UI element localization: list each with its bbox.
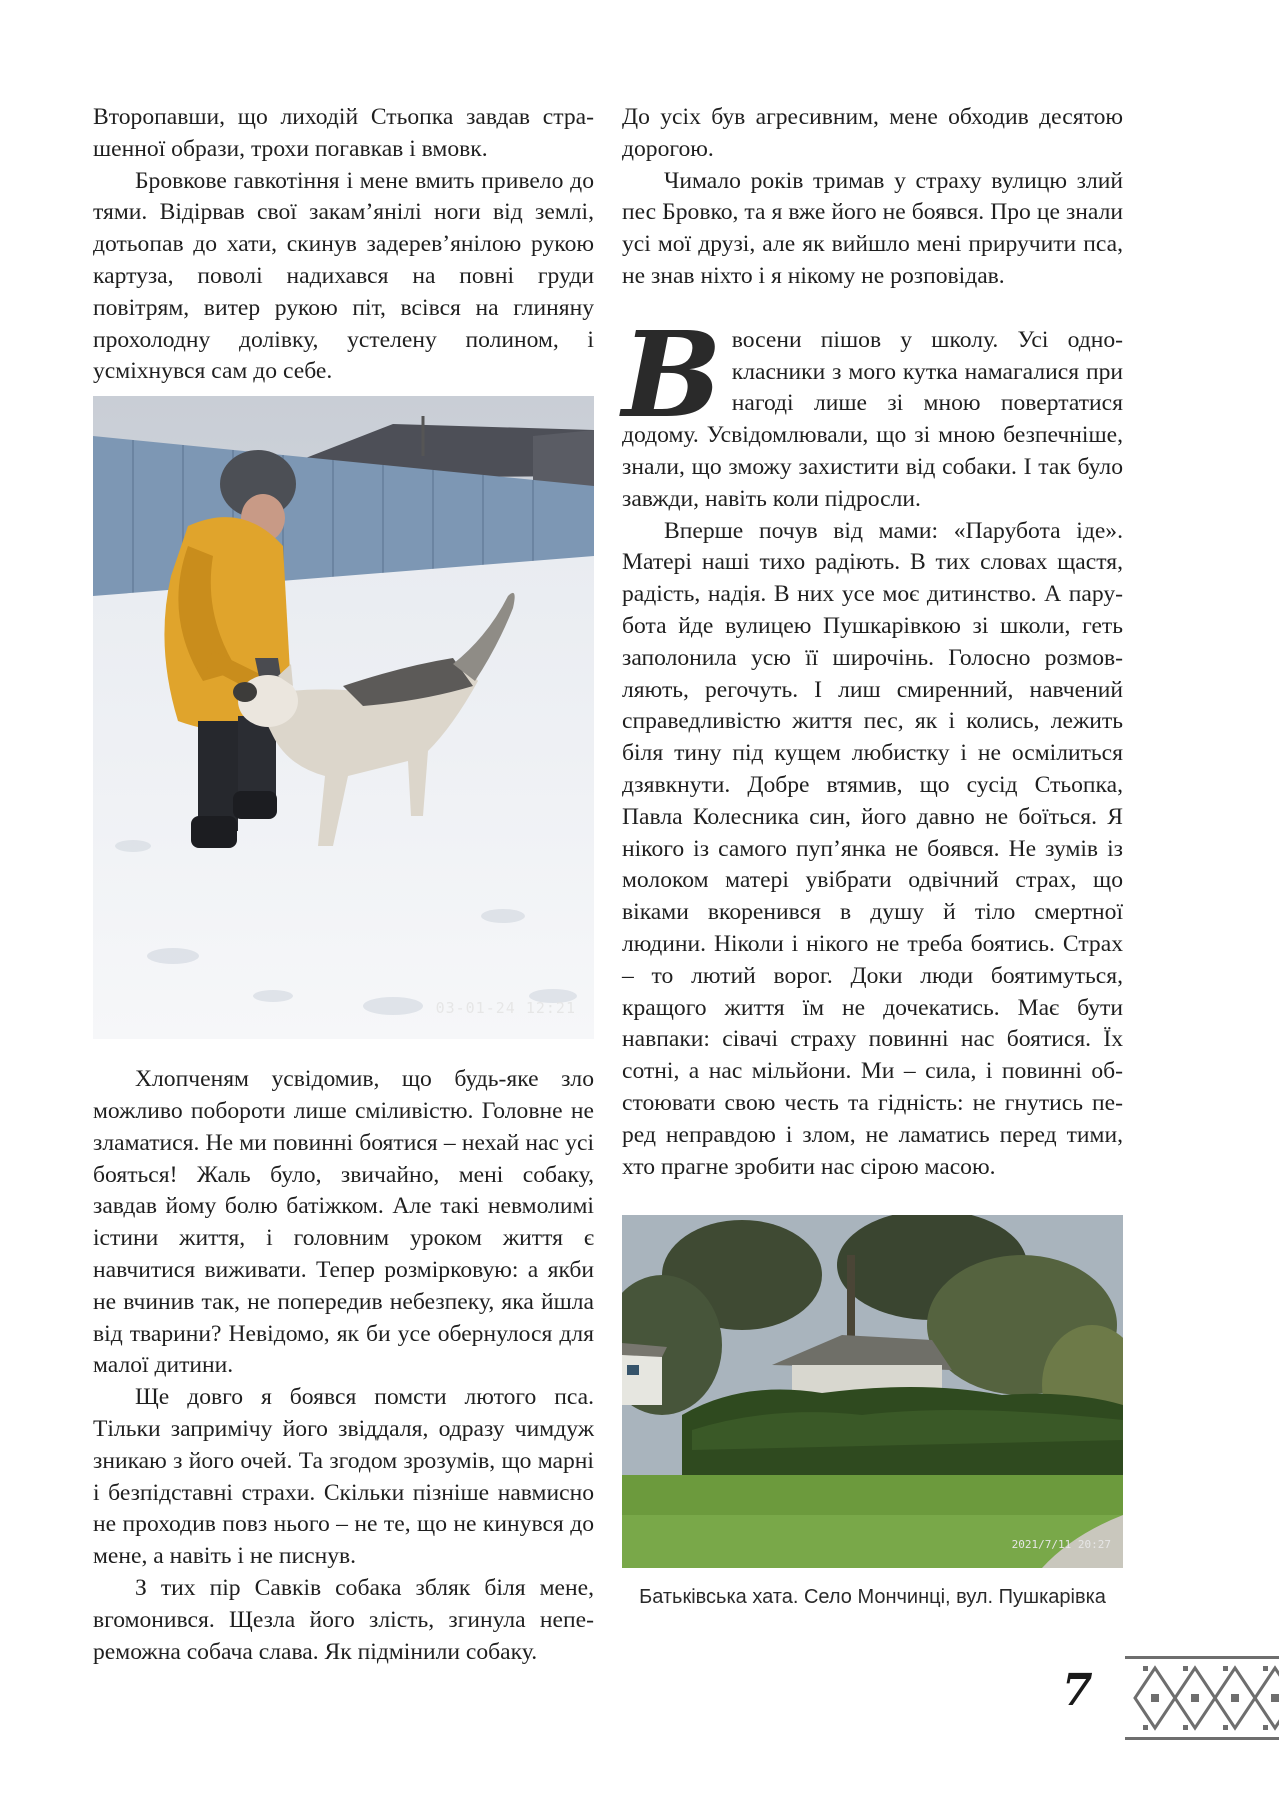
- photo-parental-house-image: [622, 1215, 1123, 1568]
- dropcap-paragraph: [622, 304, 1123, 516]
- photo-man-with-dog-image: [93, 396, 594, 1039]
- page-number: 7: [1062, 1665, 1093, 1716]
- paragraph: До усіх був агресивним, мене обходив десятою дорогою.: [622, 104, 1123, 162]
- dropcap-letter: В: [622, 304, 722, 444]
- photo-timestamp: 2021/7/11 20:27: [1011, 1537, 1111, 1551]
- embroidery-ornament: [1125, 1654, 1279, 1742]
- paragraph: Бровкове гавкотіння і мене вмить привело до тями. Відірвав свої закам’янілі ноги від землі, дотьопав до хати, скинув задерев’янілою рукою картуза, поволі надихався на повні груди повітрям, витер рукою піт, всівся на глиняну прохолодну долівку, устелену полином, і усміхнувся сам до себе.: [93, 167, 594, 385]
- left-column: [93, 102, 594, 1668]
- paragraph: Вперше почув від мами: «Парубота іде». Матері наші тихо радіють. В тих словах щастя, радість, надія. В них усе моє дитинство. А парубота йде вулицею Пушкарівкою зі школи, геть заполонила усю її широчінь. Голосно розмовляють, регочуть. І лиш смиренний, навчений справедливістю життя пес, як і колись, лежить біля тину під кущем любистку і не осмілиться дзявкнути. Добре втямив, що сусід Стьопка, Павла Колесника син, його давно не боїться. Я нікого із самого пуп’янка не боявся. Не зумів із молоком матері увібрати одвічний страх, що віками вкоренився в душу й тіло смертної людини. Ніколи і нікого не треба боятись. Страх – то лютий ворог. Доки люди боятимуться, кращого життя їм не дочекатись. Має бути навпаки: сівачі страху повинні нас боятися. Їх сотні, а нас мільйони. Ми – сила, і повинні обстоювати свою честь та гідність: не гнутись перед неправдою і злом, не ламатись перед тими, хто прагне зробити нас сірою масою.: [622, 517, 1123, 1180]
- paragraph: З тих пір Савків собака збляк біля мене, вгомонився. Щезла його злість, згинула непереможна собача слава. Як підмінили собаку.: [93, 1574, 594, 1665]
- photo-man-with-dog: [93, 396, 594, 1039]
- paragraph: Ще довго я боявся помсти лютого пса. Тільки запримічу його звіддаля, одразу чимдуж зникаю з його очей. Та згодом зрозумів, що марні і безпідставні страхи. Скільки пізніше навмисно не проходив повз нього – не те, що не кинувся до мене, а навіть і не писнув.: [93, 1384, 594, 1570]
- paragraph: Чимало років тримав у страху вулицю злий пес Бровко, та я вже його не боявся. Про це знали усі мої друзі, але як вийшло мені приручити пса, не знав ніхто і я нікому не розповідав.: [622, 167, 1123, 289]
- photo-caption: Батьківська хата. Село Мончинці, вул. Пушкарівка: [639, 1586, 1106, 1609]
- embroidery-ornament-icon: [1125, 1654, 1279, 1742]
- paragraph: Второпавши, що лиходій Стьопка завдав страшенної образи, трохи погавкав і вмовк.: [93, 104, 594, 162]
- paragraph: Хлопченям усвідомив, що будь-яке зло можливо побороти лише сміливістю. Головне не зламатися. Не ми повинні боятися – нехай нас усі бояться! Жаль було, звичайно, мені собаку, завдав йому болю батіжком. Але такі невмолимі істини життя, і головним уроком життя є навчитися виживати. Тепер розмірковую: а якби не вчинив так, не попередив небезпеку, яка йшла від тварини? Невідомо, як би усе обернулося для малої дитини.: [93, 1066, 594, 1379]
- photo-parental-house: [622, 1215, 1123, 1568]
- photo-timestamp: 03-01-24 12:21: [435, 999, 576, 1018]
- right-column: [622, 102, 1123, 1610]
- dropcap-paragraph-text: восени пішов у школу. Усі однокласники з мого кутка намагалися при нагоді лише зі мною повертатися додому. Усвідомлювали, що зі мною безпечніше, знали, що зможу захистити від собаки. І так було завжди, навіть коли підросли.: [622, 326, 1123, 512]
